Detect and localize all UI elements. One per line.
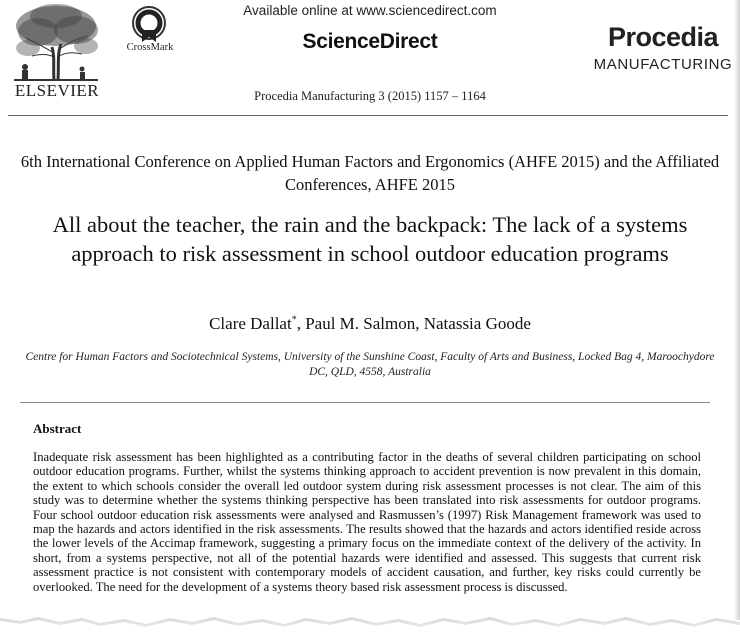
- journal-citation: Procedia Manufacturing 3 (2015) 1157 – 1164: [254, 89, 486, 103]
- corresponding-author-mark: *: [291, 314, 297, 326]
- sciencedirect-wordmark: ScienceDirect: [302, 30, 438, 53]
- torn-page-edge: [0, 612, 740, 638]
- elsevier-wordmark: ELSEVIER: [14, 81, 100, 100]
- abstract-divider: [20, 402, 710, 403]
- crossmark-label: CrossMark: [126, 42, 174, 53]
- journal-logo-title: Procedia: [607, 22, 719, 52]
- abstract-heading: Abstract: [33, 421, 82, 436]
- header-divider: [8, 115, 728, 116]
- paper-title: All about the teacher, the rain and the backpack: The lack of a systems approach to risk assessment in school outdoor education programs: [52, 212, 688, 266]
- page-edge-shadow: [734, 0, 740, 620]
- author-list: [20, 314, 720, 334]
- author-others: , Paul M. Salmon, Natassia Goode: [296, 314, 531, 333]
- conference-name: 6th International Conference on Applied Human Factors and Ergonomics (AHFE 2015) and the Affiliated Conferences, AHFE 2015: [20, 152, 720, 194]
- author-corresponding: Clare Dallat: [209, 314, 292, 333]
- abstract-body: Inadequate risk assessment has been highlighted as a contributing factor in the deaths of several children participating on school outdoor education programs. Further, whilst the systems thinking approach to accident prevention is now prevalent in this domain, the extent to which schools consider the overall led outdoor system during risk assessment processes is not clear. The aim of this study was to determine whether the systems thinking perspective has been translated into risk assessments for outdoor programs. Four school outdoor education risk assessments were analysed and Rasmussen’s (1997) Risk Management framework was used to map the hazards and actors identified in the risk assessments. The results showed that the hazards and actors identified reside across the lower levels of the Accimap framework, suggesting a primary focus on the immediate context of the delivery of the activity. In short, from a systems perspective, not all of the potential hazards were identified and assessed. This suggests that current risk assessment practice is not consistent with contemporary models of accident causation, and further, key risks could currently be overlooked. The need for the development of a systems theory based risk assessment process is discussed.: [33, 450, 701, 594]
- author-affiliation: Centre for Human Factors and Sociotechnical Systems, University of the Sunshine Coast, Faculty of Arts and Business, Locked Bag 4, Maroochydore DC, QLD, 4558, Australia: [25, 351, 715, 378]
- journal-logo-subtitle: MANUFACTURING: [593, 56, 733, 73]
- available-online-link[interactable]: Available online at www.sciencedirect.com: [243, 3, 497, 18]
